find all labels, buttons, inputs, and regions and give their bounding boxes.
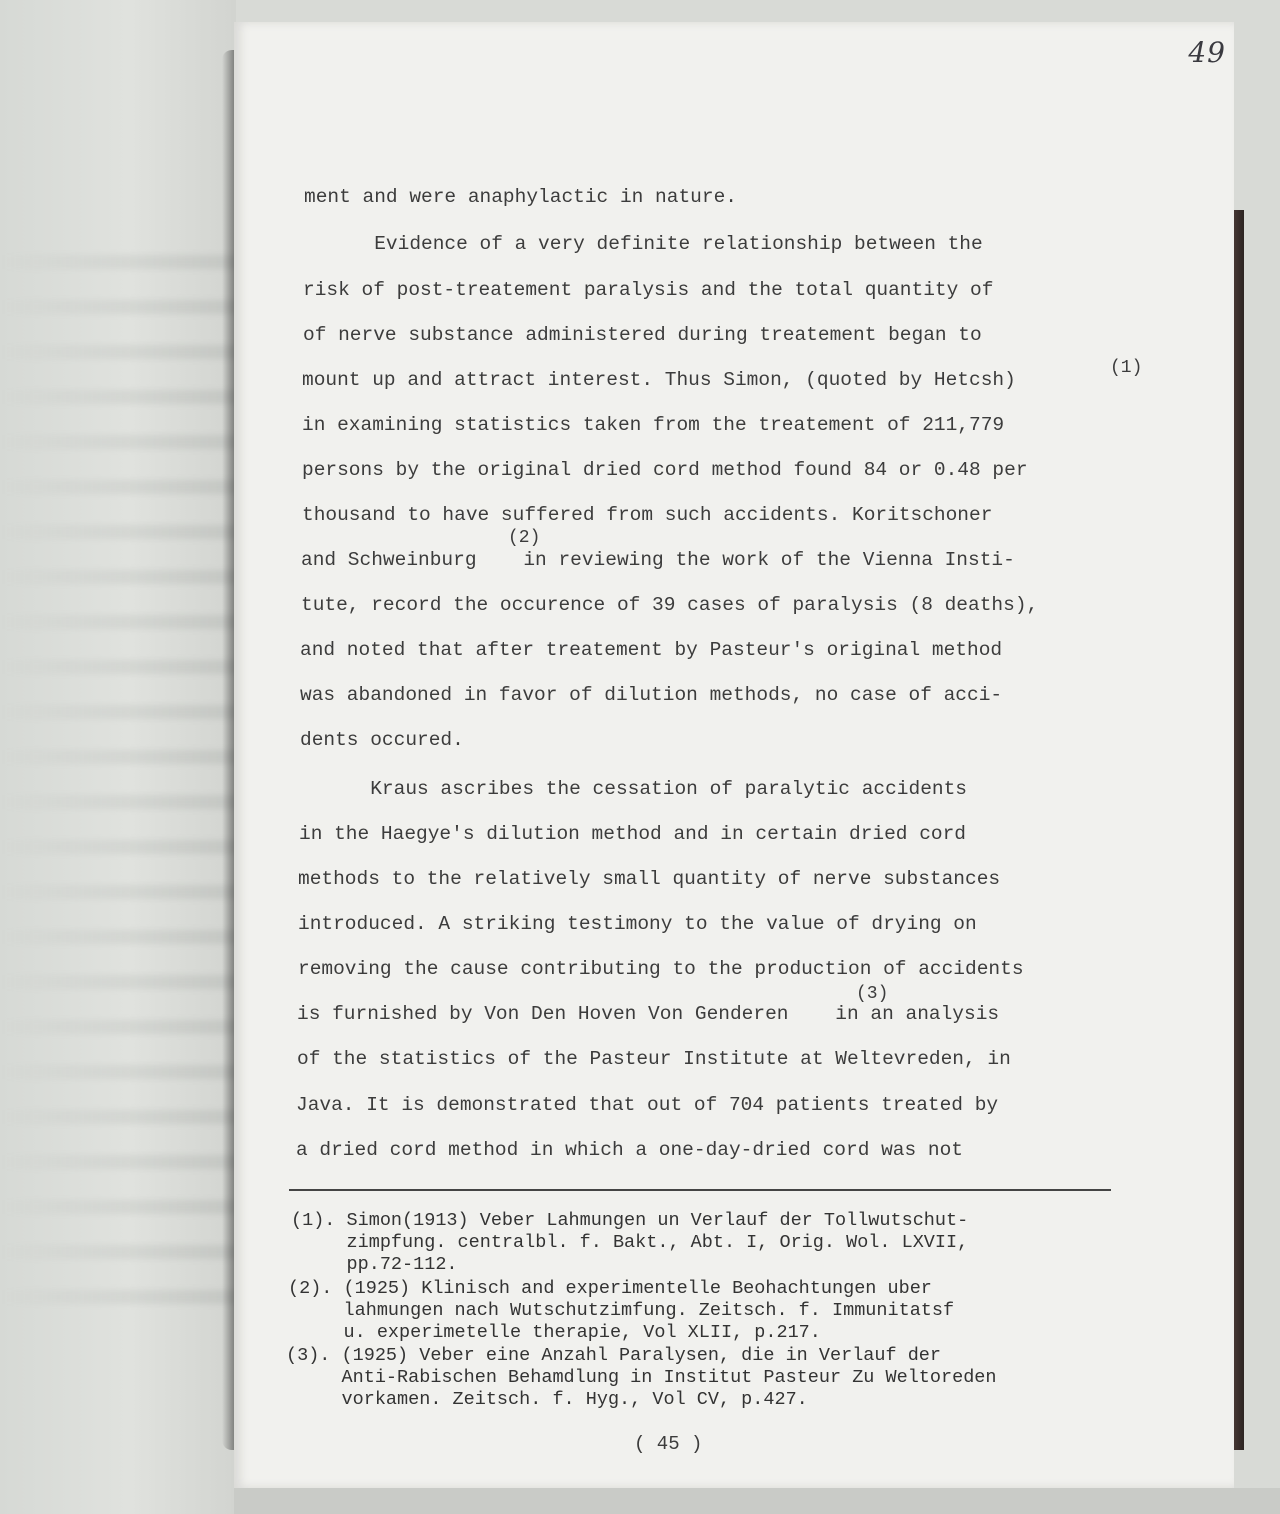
footnote-line: u. experimetelle therapie, Vol XLII, p.217.: [288, 1322, 821, 1343]
body-line: of the statistics of the Pasteur Institute at Weltevreden, in: [297, 1048, 1011, 1070]
body-line: tute, record the occurence of 39 cases of paralysis (8 deaths),: [301, 594, 1039, 616]
blurred-text-line: [0, 570, 236, 584]
body-line: and Schweinburg in reviewing the work of the Vienna Insti-: [301, 549, 1015, 571]
blurred-text-line: [0, 435, 236, 449]
blurred-text-line: [0, 1110, 236, 1124]
blurred-text-line: [0, 390, 236, 404]
blurred-text-line: [0, 1290, 236, 1304]
blurred-text-line: [0, 615, 236, 629]
footnote-line: pp.72-112.: [291, 1254, 458, 1275]
blurred-text-line: [0, 1200, 236, 1214]
body-line: persons by the original dried cord method found 84 or 0.48 per: [302, 459, 1028, 481]
blurred-text-line: [0, 885, 236, 899]
blurred-text-line: [0, 660, 236, 674]
body-line: methods to the relatively small quantity of nerve substances: [298, 868, 1001, 890]
blurred-text-line: [0, 975, 236, 989]
body-line: thousand to have suffered from such accidents. Koritschoner: [302, 504, 993, 526]
body-line: in examining statistics taken from the treatement of 211,779: [302, 414, 1005, 436]
reference-mark: (3): [856, 984, 889, 1004]
body-line: mount up and attract interest. Thus Simon, (quoted by Hetcsh): [302, 369, 1016, 391]
page-number: ( 45 ): [634, 1433, 703, 1455]
footnote-line: (2). (1925) Klinisch and experimentelle Beohachtungen uber: [288, 1278, 932, 1299]
body-line: Evidence of a very definite relationship between the: [304, 233, 983, 255]
blurred-text-line: [0, 930, 236, 944]
body-line: is furnished by Von Den Hoven Von Genderen in an analysis: [297, 1003, 1000, 1025]
reference-mark: (2): [508, 528, 541, 548]
body-line: a dried cord method in which a one-day-dried cord was not: [296, 1139, 964, 1161]
body-line: ment and were anaphylactic in nature.: [304, 186, 737, 208]
body-line: of nerve substance administered during treatement began to: [303, 324, 982, 346]
blurred-text-line: [0, 525, 236, 539]
blurred-text-line: [0, 1020, 236, 1034]
body-line: Java. It is demonstrated that out of 704 patients treated by: [296, 1094, 999, 1116]
body-line: dents occured.: [300, 729, 464, 751]
footnote-divider: [289, 1189, 1111, 1191]
blurred-text-line: [0, 480, 236, 494]
footnote-line: lahmungen nach Wutschutzimfung. Zeitsch. f. Immunitatsf: [288, 1300, 955, 1321]
handwritten-folio-number: 49: [1188, 36, 1226, 69]
footnote-line: (3). (1925) Veber eine Anzahl Paralysen, die in Verlauf der: [286, 1345, 942, 1366]
reference-mark: (1): [1110, 358, 1143, 378]
body-line: was abandoned in favor of dilution methods, no case of acci-: [300, 684, 1003, 706]
blurred-text-line: [0, 840, 236, 854]
left-facing-page: [0, 0, 236, 1514]
blurred-text-line: [0, 1245, 236, 1259]
body-line: and noted that after treatement by Pasteur's original method: [300, 639, 1003, 661]
blurred-text-line: [0, 1065, 236, 1079]
footnote-line: zimpfung. centralbl. f. Bakt., Abt. I, Orig. Wol. LXVII,: [291, 1232, 969, 1253]
footnote-line: Anti-Rabischen Behamdlung in Institut Pasteur Zu Weltoreden: [286, 1367, 997, 1388]
blurred-text-line: [0, 1155, 236, 1169]
blurred-text-line: [0, 705, 236, 719]
blurred-text-line: [0, 345, 236, 359]
blurred-text-line: [0, 750, 236, 764]
blurred-text-line: [0, 795, 236, 809]
typewritten-page: [234, 22, 1234, 1488]
body-line: Kraus ascribes the cessation of paralytic accidents: [300, 778, 968, 800]
page-bottom-edge: [234, 1488, 1280, 1514]
body-line: in the Haegye's dilution method and in certain dried cord: [299, 823, 967, 845]
body-line: introduced. A striking testimony to the value of drying on: [298, 913, 977, 935]
blurred-text-line: [0, 255, 236, 269]
footnote-line: vorkamen. Zeitsch. f. Hyg., Vol CV, p.427.: [286, 1389, 808, 1410]
footnote-line: (1). Simon(1913) Veber Lahmungen un Verlauf der Tollwutschut-: [291, 1210, 969, 1231]
blurred-text-line: [0, 300, 236, 314]
body-line: removing the cause contributing to the production of accidents: [298, 958, 1024, 980]
body-line: risk of post-treatement paralysis and the total quantity of: [303, 279, 994, 301]
